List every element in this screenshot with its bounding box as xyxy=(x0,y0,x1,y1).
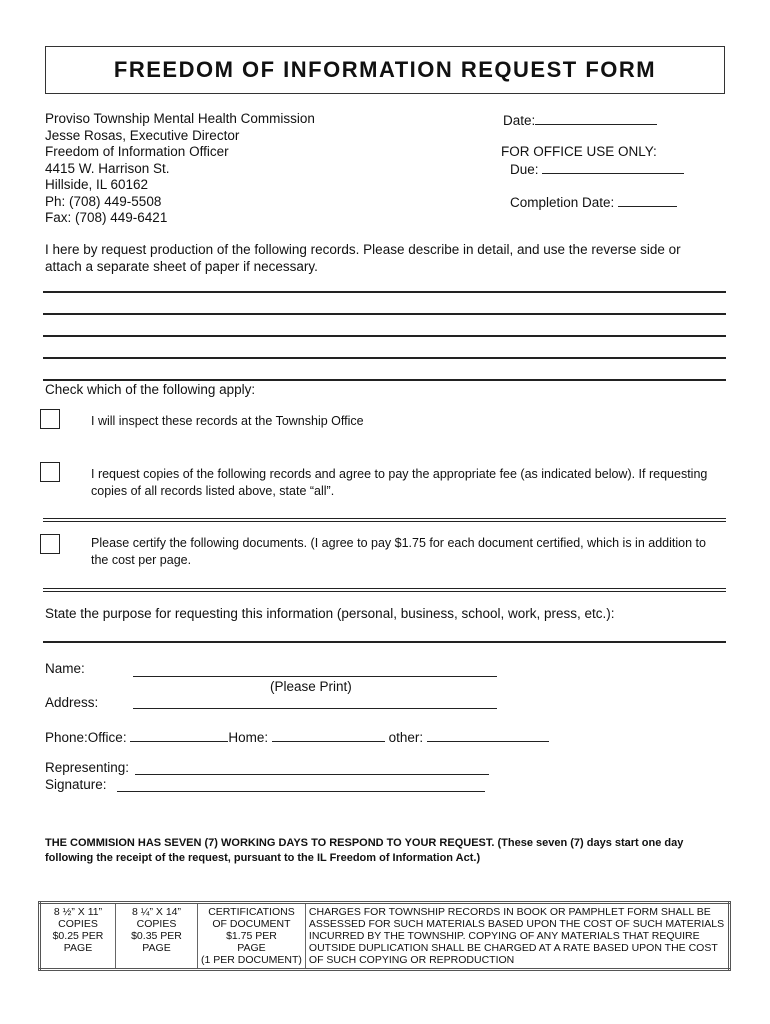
address-line: Hillside, IL 60162 xyxy=(45,177,149,192)
address-line: Freedom of Information Officer xyxy=(45,144,229,159)
representing-label: Representing: xyxy=(45,760,130,775)
phone-label: Phone: xyxy=(45,730,88,745)
signature-field[interactable] xyxy=(117,791,485,792)
address-field[interactable] xyxy=(133,708,497,709)
completion-field[interactable] xyxy=(618,193,677,207)
inspect-checkbox[interactable] xyxy=(40,409,60,429)
description-line[interactable] xyxy=(43,335,726,337)
please-print-note: (Please Print) xyxy=(270,679,352,694)
form-title: FREEDOM OF INFORMATION REQUEST FORM xyxy=(113,57,657,82)
certify-option-text xyxy=(91,535,706,569)
fee-table xyxy=(38,901,731,971)
inspect-option-text xyxy=(91,413,364,430)
table-row xyxy=(40,903,730,970)
phone-row xyxy=(45,728,549,747)
representing-field[interactable] xyxy=(135,774,489,775)
section-divider xyxy=(43,518,726,522)
section-divider xyxy=(43,588,726,592)
name-label: Name: xyxy=(45,661,85,676)
completion-row xyxy=(510,193,677,212)
notice-line: THE COMMISION HAS SEVEN (7) WORKING DAYS TO RESPOND TO YOUR REQUEST. (These seven (7) days start one day xyxy=(45,837,684,849)
description-line[interactable] xyxy=(43,291,726,293)
date-field[interactable] xyxy=(535,111,657,125)
address-line: Proviso Township Mental Health Commission xyxy=(45,111,315,126)
address-line: 4415 W. Harrison St. xyxy=(45,160,170,176)
option-line: Please certify the following documents. (I agree to pay $1.75 for each document certified, which is in addition to xyxy=(91,536,706,550)
office-phone-field[interactable] xyxy=(130,728,228,742)
address-label: Address: xyxy=(45,695,99,710)
other-phone-label: other: xyxy=(388,730,424,745)
notice-line: following the receipt of the request, pursuant to the IL Freedom of Information Act.) xyxy=(45,852,481,864)
option-line: the cost per page. xyxy=(91,553,192,567)
address-line: Jesse Rosas, Executive Director xyxy=(45,127,240,143)
due-label: Due: xyxy=(510,162,539,177)
certify-checkbox[interactable] xyxy=(40,534,60,554)
date-label: Date: xyxy=(503,113,536,128)
fee-cell-letter-copies: 8 ½” X 11” COPIES $0.25 PER PAGE xyxy=(40,903,116,970)
purpose-line[interactable] xyxy=(43,641,726,643)
copies-option-text xyxy=(91,466,707,500)
description-line[interactable] xyxy=(43,313,726,315)
office-phone-label: Office: xyxy=(87,730,127,745)
home-phone-label: Home: xyxy=(228,730,269,745)
due-field[interactable] xyxy=(542,160,684,174)
signature-label: Signature: xyxy=(45,777,107,792)
fee-cell-book-charges: CHARGES FOR TOWNSHIP RECORDS IN BOOK OR PAMPHLET FORM SHALL BE ASSESSED FOR SUCH MATERIALS BASED UPON THE COST OF SUCH MATERIALS INCURRED BY THE TOWNSHIP. COPYING OF ANY MATERIALS THAT REQUIRE OUTSIDE DUPLICATION SHALL BE CHARGED AT A RATE BASED UPON THE COST OF SUCH COPYING OR REPRODUCTION xyxy=(305,903,729,970)
option-line: I will inspect these records at the Township Office xyxy=(91,414,364,428)
response-notice xyxy=(45,836,725,866)
option-line: I request copies of the following records and agree to pay the appropriate fee (as indicated below). If requesting xyxy=(91,467,708,481)
fee-cell-certifications: CERTIFICATIONS OF DOCUMENT $1.75 PER PAGE (1 PER DOCUMENT) xyxy=(198,903,306,970)
office-use-label: FOR OFFICE USE ONLY: xyxy=(501,144,657,159)
address-line: Fax: (708) 449-6421 xyxy=(45,210,168,225)
copies-checkbox[interactable] xyxy=(40,462,60,482)
address-line: Ph: (708) 449-5508 xyxy=(45,193,162,209)
request-text-line: I here by request production of the following records. Please describe in detail, and use the reverse side or xyxy=(45,242,681,257)
request-text-line: attach a separate sheet of paper if necessary. xyxy=(45,259,318,274)
due-row xyxy=(510,160,684,179)
check-label: Check which of the following apply: xyxy=(45,382,256,397)
date-row xyxy=(503,111,657,130)
completion-label: Completion Date: xyxy=(510,195,615,210)
purpose-label: State the purpose for requesting this information (personal, business, school, work, press, etc.): xyxy=(45,606,615,621)
home-phone-field[interactable] xyxy=(272,728,385,742)
address-block xyxy=(45,111,315,227)
description-line[interactable] xyxy=(43,357,726,359)
option-line: copies of all records listed above, state “all”. xyxy=(91,484,335,498)
name-field[interactable] xyxy=(133,676,497,677)
description-line[interactable] xyxy=(43,379,726,381)
fee-cell-legal-copies: 8 ¼” X 14” COPIES $0.35 PER PAGE xyxy=(116,903,198,970)
other-phone-field[interactable] xyxy=(427,728,549,742)
title-box xyxy=(45,46,725,94)
